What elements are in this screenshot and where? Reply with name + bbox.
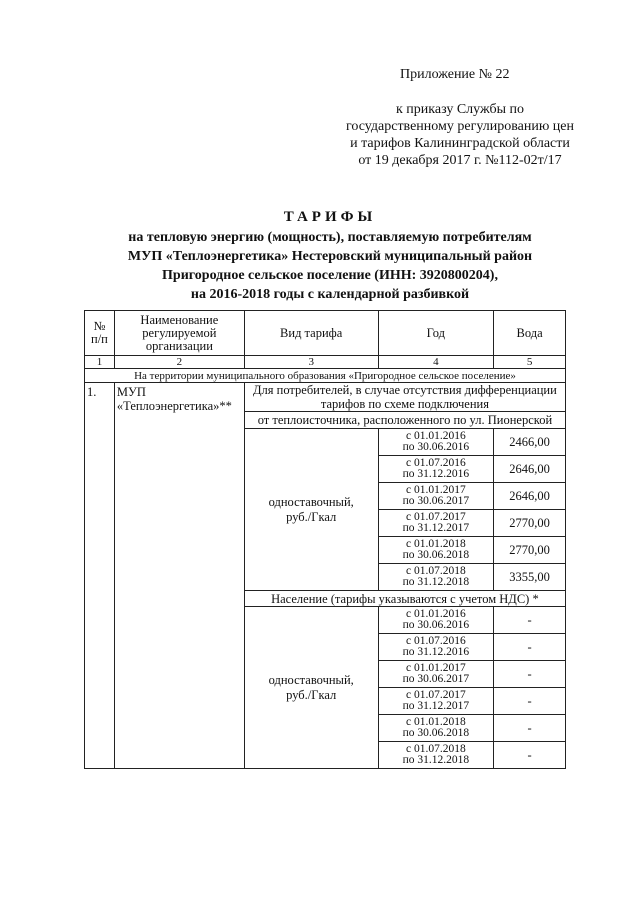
row-number: 1.	[85, 383, 115, 769]
period-cell: с 01.07.2018 по 31.12.2018	[378, 742, 494, 769]
tariff-value: -	[494, 688, 566, 715]
column-number: 3	[244, 356, 378, 369]
period-cell: с 01.01.2016 по 30.06.2016	[378, 607, 494, 634]
order-line: государственному регулированию цен	[346, 119, 574, 134]
period-cell: с 01.01.2017 по 30.06.2017	[378, 661, 494, 688]
tariff-value: 2646,00	[494, 456, 566, 483]
condition-label: Для потребителей, в случае отсутствия дифференциации тарифов по схеме подключения	[244, 383, 565, 412]
order-reference	[330, 66, 590, 169]
condition-row	[85, 383, 566, 412]
period-cell: с 01.01.2018 по 30.06.2018	[378, 537, 494, 564]
tariff-unit-label: руб./Гкал	[286, 687, 337, 702]
territory-label: На территории муниципального образования «Пригородное сельское поселение»	[85, 369, 566, 383]
order-line: от 19 декабря 2017 г. №112-02т/17	[358, 153, 562, 168]
tariff-table	[84, 310, 566, 769]
column-number: 2	[114, 356, 244, 369]
tariff-unit-label: руб./Гкал	[286, 509, 337, 524]
header-year: Год	[378, 311, 494, 356]
tariff-type-cell	[244, 429, 378, 591]
period-cell: с 01.01.2017 по 30.06.2017	[378, 483, 494, 510]
document-title	[80, 208, 580, 304]
period-cell: с 01.07.2016 по 31.12.2016	[378, 634, 494, 661]
tariff-type-label: одноставочный,	[268, 494, 354, 509]
annex-label: Приложение № 22	[400, 67, 510, 82]
source-label: от теплоисточника, расположенного по ул. Пионерской	[244, 412, 565, 429]
column-number: 1	[85, 356, 115, 369]
organization-name: МУП «Теплоэнергетика»**	[114, 383, 244, 769]
order-line: к приказу Службы по	[396, 102, 524, 117]
header-organization: Наименование регулируемой организации	[114, 311, 244, 356]
tariff-value: -	[494, 661, 566, 688]
tariff-value: -	[494, 607, 566, 634]
tariff-value: -	[494, 634, 566, 661]
title-line: на 2016-2018 годы с календарной разбивкой	[190, 287, 470, 302]
tariff-value: 2466,00	[494, 429, 566, 456]
header-water: Вода	[494, 311, 566, 356]
tariff-value: 2646,00	[494, 483, 566, 510]
table-header-row	[85, 311, 566, 356]
period-cell: с 01.01.2018 по 30.06.2018	[378, 715, 494, 742]
title-line: Пригородное сельское поселение (ИНН: 3920800204),	[162, 268, 498, 283]
title-main: ТАРИФЫ	[283, 209, 377, 225]
period-cell: с 01.07.2016 по 31.12.2016	[378, 456, 494, 483]
column-number: 4	[378, 356, 494, 369]
territory-row	[85, 369, 566, 383]
period-cell: с 01.07.2017 по 31.12.2017	[378, 688, 494, 715]
column-number: 5	[494, 356, 566, 369]
tariff-value: 2770,00	[494, 510, 566, 537]
period-cell: с 01.01.2016 по 30.06.2016	[378, 429, 494, 456]
order-line: и тарифов Калининградской области	[350, 136, 570, 151]
period-cell: с 01.07.2017 по 31.12.2017	[378, 510, 494, 537]
tariff-type-label: одноставочный,	[268, 672, 354, 687]
header-number: № п/п	[85, 311, 115, 356]
tariff-value: 2770,00	[494, 537, 566, 564]
title-line: МУП «Теплоэнергетика» Нестеровский муниципальный район	[127, 249, 533, 264]
tariff-type-cell	[244, 607, 378, 769]
tariff-value: -	[494, 742, 566, 769]
title-line: на тепловую энергию (мощность), поставляемую потребителям	[128, 230, 532, 245]
header-tariff-type: Вид тарифа	[244, 311, 378, 356]
tariff-value: -	[494, 715, 566, 742]
period-cell: с 01.07.2018 по 31.12.2018	[378, 564, 494, 591]
tariff-value: 3355,00	[494, 564, 566, 591]
column-number-row	[85, 356, 566, 369]
population-label: Население (тарифы указываются с учетом НДС) *	[244, 591, 565, 607]
